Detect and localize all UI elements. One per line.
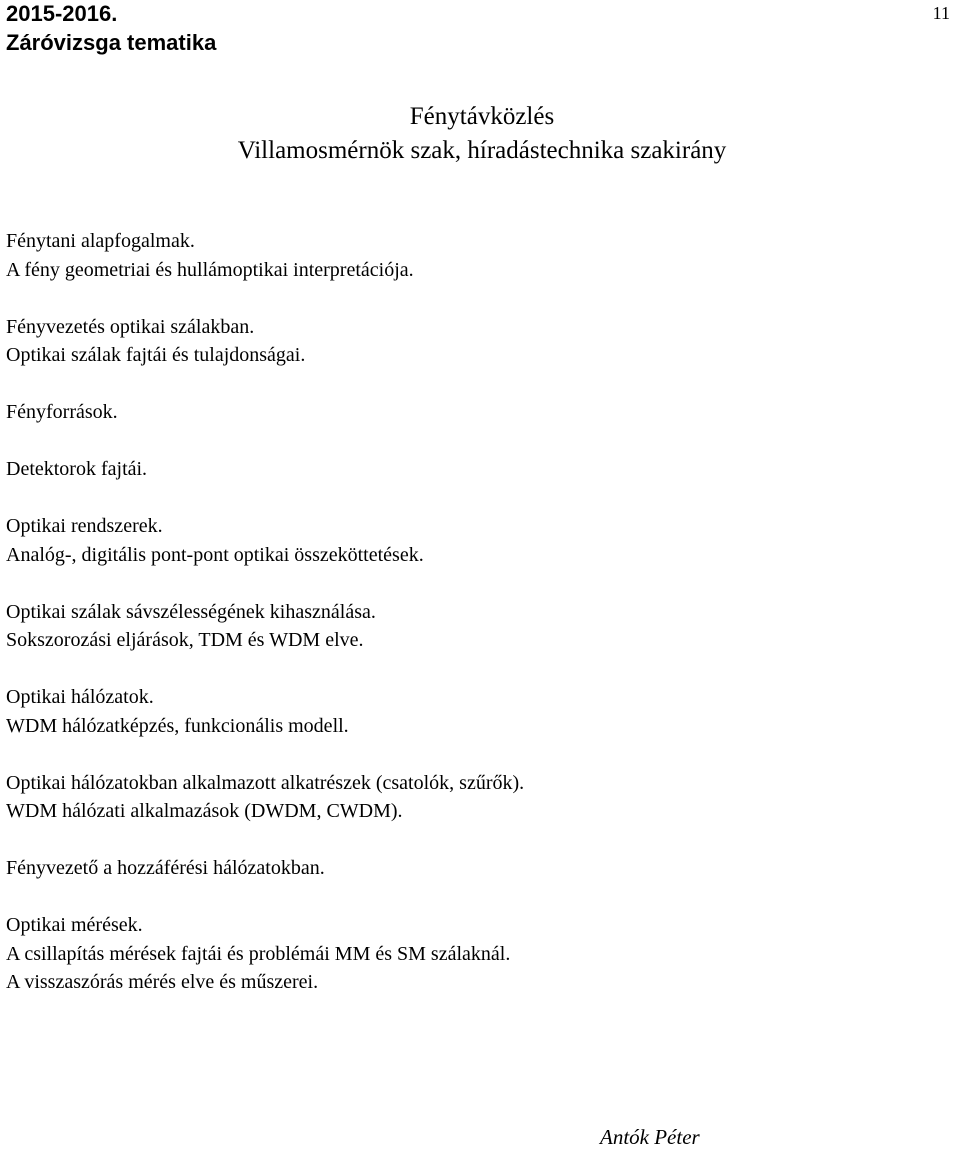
subject-title: Fénytávközlés <box>409 103 555 130</box>
page-number: 11 <box>932 3 950 23</box>
author-signature: Antók Péter <box>600 1125 700 1149</box>
topic-list <box>6 227 946 1025</box>
topic-line: Detektorok fajtái. <box>6 458 148 480</box>
topic-line: Optikai mérések. <box>6 914 143 936</box>
topic-line: WDM hálózati alkalmazások (DWDM, CWDM). <box>6 800 403 822</box>
topic-group <box>6 227 946 284</box>
topic-line: Sokszorozási eljárások, TDM és WDM elve. <box>6 629 364 651</box>
topic-line: WDM hálózatképzés, funkcionális modell. <box>6 714 349 737</box>
header-year: 2015-2016. <box>6 1 118 26</box>
topic-group <box>6 512 946 569</box>
topic-line: Fényvezető a hozzáférési hálózatokban. <box>6 857 325 879</box>
document-title-block <box>0 100 960 168</box>
topic-group <box>6 854 946 883</box>
topic-group <box>6 769 946 826</box>
topic-group <box>6 455 946 484</box>
topic-line: Optikai hálózatokban alkalmazott alkatrészek (csatolók, szűrők). <box>6 771 525 794</box>
topic-line: Optikai szálak sávszélességének kihasználása. <box>6 600 376 623</box>
topic-line: A fény geometriai és hullámoptikai interpretációja. <box>6 258 414 281</box>
topic-group <box>6 911 946 997</box>
topic-group <box>6 313 946 370</box>
topic-group <box>6 598 946 655</box>
topic-line: Optikai szálak fajtái és tulajdonságai. <box>6 344 306 366</box>
topic-line: Fényvezetés optikai szálakban. <box>6 315 255 338</box>
program-title: Villamosmérnök szak, híradástechnika szakirány <box>237 137 727 164</box>
topic-line: Optikai hálózatok. <box>6 686 154 708</box>
header-title: Záróvizsga tematika <box>6 30 217 55</box>
topic-line: A csillapítás mérések fajtái és problémái MM és SM szálaknál. <box>6 942 511 965</box>
topic-group <box>6 683 946 740</box>
topic-line: Fénytani alapfogalmak. <box>6 230 195 252</box>
topic-line: Optikai rendszerek. <box>6 515 163 537</box>
topic-line: A visszaszórás mérés elve és műszerei. <box>6 971 319 993</box>
topic-line: Fényforrások. <box>6 401 118 423</box>
topic-group <box>6 398 946 427</box>
topic-line: Analóg-, digitális pont-pont optikai összeköttetések. <box>6 543 424 566</box>
